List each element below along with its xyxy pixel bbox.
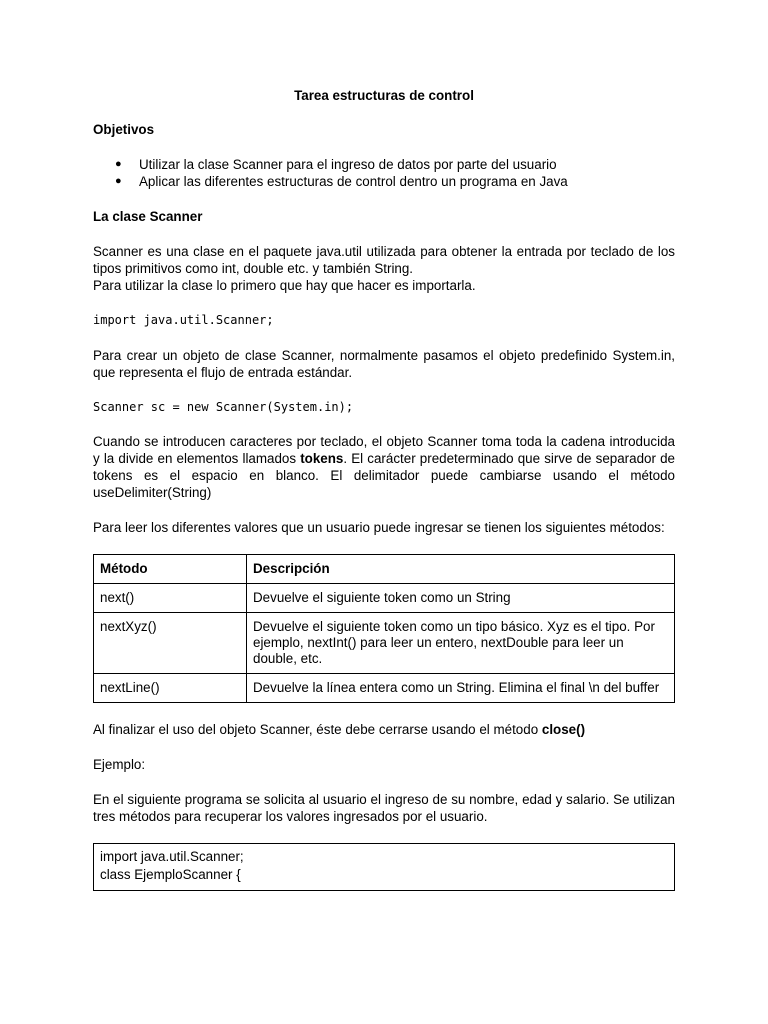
objectives-list <box>93 156 675 190</box>
example-paragraph: En el siguiente programa se solicita al usuario el ingreso de su nombre, edad y salario. Se utilizan tres métodos para recuperar los valores ingresados por el usuario. <box>93 792 675 824</box>
description-cell: Devuelve el siguiente token como un tipo básico. Xyz es el tipo. Por ejemplo, nextInt() para leer un entero, nextDouble para leer un double, etc. <box>247 613 675 674</box>
column-header-method: Método <box>94 555 247 584</box>
create-code-line: Scanner sc = new Scanner(System.in); <box>93 400 354 414</box>
scanner-import-note: Para utilizar la clase lo primero que hay que hacer es importarla. <box>93 278 476 293</box>
objectives-heading: Objetivos <box>93 122 155 137</box>
scanner-heading: La clase Scanner <box>93 209 203 224</box>
close-method-bold: close() <box>541 722 586 737</box>
document-page <box>93 84 675 891</box>
list-item <box>93 173 675 190</box>
scanner-intro-paragraph: Scanner es una clase en el paquete java.util utilizada para obtener la entrada por teclado de los tipos primitivos como int, double etc. y también String. <box>93 244 675 276</box>
table-header-row <box>94 555 675 584</box>
code-line: import java.util.Scanner; <box>100 849 244 864</box>
column-header-description: Descripción <box>247 555 675 584</box>
description-cell: Devuelve la línea entera como un String. Elimina el final \n del buffer <box>247 674 675 703</box>
example-label: Ejemplo: <box>93 757 146 772</box>
objective-text: Utilizar la clase Scanner para el ingreso de datos por parte del usuario <box>139 157 557 172</box>
tokens-text-after: . El carácter predeterminado que sirve de separador de tokens es el espacio en blanco. El delimitador puede cambiarse usando el método useDelimiter(String) <box>93 451 675 500</box>
objective-text: Aplicar las diferentes estructuras de control dentro un programa en Java <box>139 174 568 189</box>
create-object-paragraph: Para crear un objeto de clase Scanner, normalmente pasamos el objeto predefinido System.in, que representa el flujo de entrada estándar. <box>93 348 675 380</box>
import-code-line: import java.util.Scanner; <box>93 313 274 327</box>
code-line: class EjemploScanner { <box>100 867 241 882</box>
description-cell: Devuelve el siguiente token como un String <box>247 584 675 613</box>
code-example-box <box>93 843 675 891</box>
tokens-bold-word: tokens <box>300 451 344 466</box>
tokens-text-before: Cuando se introducen caracteres por teclado, el objeto Scanner toma toda la cadena introducida y la divide en elementos llamados <box>93 434 675 466</box>
bullet-icon: ● <box>115 175 122 187</box>
method-cell: next() <box>94 584 247 613</box>
table-row <box>94 584 675 613</box>
method-cell: nextLine() <box>94 674 247 703</box>
tokens-paragraph <box>93 433 675 501</box>
close-text-before: Al finalizar el uso del objeto Scanner, éste debe cerrarse usando el método <box>93 722 542 737</box>
table-row <box>94 613 675 674</box>
bullet-icon: ● <box>115 158 122 170</box>
methods-intro-paragraph: Para leer los diferentes valores que un usuario puede ingresar se tienen los siguientes métodos: <box>93 520 665 535</box>
close-paragraph <box>93 721 675 738</box>
methods-table <box>93 554 675 703</box>
document-title: Tarea estructuras de control <box>294 88 474 103</box>
list-item <box>93 156 675 173</box>
table-row <box>94 674 675 703</box>
method-cell: nextXyz() <box>94 613 247 674</box>
